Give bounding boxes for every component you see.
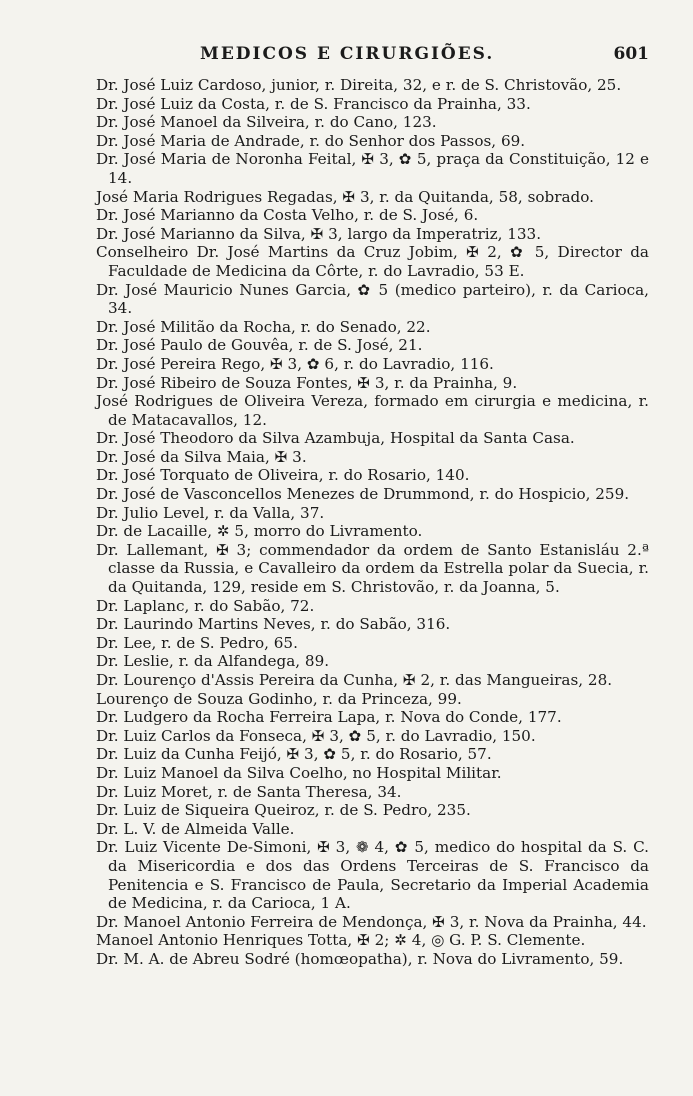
directory-entry: Dr. José Torquato de Oliveira, r. do Rosario, 140.: [96, 466, 470, 485]
directory-entry: Dr. Lee, r. de S. Pedro, 65.: [96, 633, 298, 652]
directory-entry: Dr. José Paulo de Gouvêa, r. de S. José, 21.: [96, 336, 423, 355]
directory-entry: Dr. José Luiz Cardoso, junior, r. Direita, 32, e r. de S. Christovão, 25.: [96, 76, 622, 94]
directory-entry: Dr. Laplanc, r. do Sabão, 72.: [96, 596, 315, 615]
directory-entry: Dr. José Manoel da Silveira, r. do Cano, 123.: [96, 113, 437, 132]
directory-entry: Dr. José Ribeiro de Souza Fontes, ✠ 3, r. da Prainha, 9.: [96, 373, 518, 392]
directory-entries: [96, 76, 649, 969]
page-number: 601: [613, 44, 649, 64]
directory-entry: Dr. José Theodoro da Silva Azambuja, Hospital da Santa Casa.: [96, 429, 575, 448]
directory-entry: Conselheiro Dr. José Martins da Cruz Jobim, ✠ 2, ✿ 5, Director da Faculdade de Medicina da Côrte, r. do Lavradio, 53 E.: [96, 243, 649, 280]
directory-entry: Dr. José Mauricio Nunes Garcia, ✿ 5 (medico parteiro), r. da Carioca, 34.: [96, 280, 649, 318]
directory-entry: Dr. Ludgero da Rocha Ferreira Lapa, r. Nova do Conde, 177.: [96, 708, 562, 727]
running-title: MEDICOS E CIRURGIÕES.: [200, 44, 495, 64]
directory-entry: Dr. José Marianno da Silva, ✠ 3, largo da Imperatriz, 133.: [96, 224, 542, 243]
directory-entry: Dr. Luiz Vicente De-Simoni, ✠ 3, ❁ 4, ✿ 5, medico do hospital da S. C. da Misericordia e dos das Ordens Terceiras de S. Francisco da Penitencia e S. Francisco de Paula, Secretario da Imperial Academia de Medicina, r. da Carioca, 1 A.: [96, 838, 649, 913]
directory-entry: Dr. Luiz Manoel da Silva Coelho, no Hospital Militar.: [96, 763, 502, 782]
directory-entry: Dr. Manoel Antonio Ferreira de Mendonça, ✠ 3, r. Nova da Prainha, 44.: [96, 912, 647, 931]
directory-entry: Dr. de Lacaille, ✲ 5, morro do Livramento.: [96, 522, 423, 541]
directory-entry: Dr. José Marianno da Costa Velho, r. de S. José, 6.: [96, 206, 479, 225]
page-header: [96, 44, 649, 72]
directory-entry: Dr. José de Vasconcellos Menezes de Drummond, r. do Hospicio, 259.: [96, 485, 630, 504]
directory-entry: Dr. José Pereira Rego, ✠ 3, ✿ 6, r. do Lavradio, 116.: [96, 354, 494, 373]
directory-entry: Dr. José Maria de Noronha Feital, ✠ 3, ✿ 5, praça da Constituição, 12 e 14.: [96, 150, 649, 187]
directory-entry: Dr. Lourenço d'Assis Pereira da Cunha, ✠ 2, r. das Mangueiras, 28.: [96, 671, 613, 689]
directory-entry: Dr. Leslie, r. da Alfandega, 89.: [96, 652, 330, 671]
directory-entry: Dr. José Luiz da Costa, r. de S. Francisco da Prainha, 33.: [96, 94, 531, 113]
directory-entry: Dr. Laurindo Martins Neves, r. do Sabão, 316.: [96, 615, 451, 634]
directory-entry: Dr. Luiz da Cunha Feijó, ✠ 3, ✿ 5, r. do Rosario, 57.: [96, 745, 492, 764]
directory-entry: Dr. José da Silva Maia, ✠ 3.: [96, 447, 307, 466]
directory-entry: Dr. L. V. de Almeida Valle.: [96, 819, 295, 838]
directory-entry: José Maria Rodrigues Regadas, ✠ 3, r. da Quitanda, 58, sobrado.: [96, 187, 594, 206]
directory-entry: Dr. José Militão da Rocha, r. do Senado, 22.: [96, 317, 431, 336]
directory-entry: Dr. M. A. de Abreu Sodré (homœopatha), r. Nova do Livramento, 59.: [96, 949, 624, 968]
directory-entry: Dr. Luiz de Siqueira Queiroz, r. de S. Pedro, 235.: [96, 801, 471, 820]
directory-entry: Dr. Luiz Moret, r. de Santa Theresa, 34.: [96, 782, 402, 801]
directory-entry: Dr. José Maria de Andrade, r. do Senhor dos Passos, 69.: [96, 131, 526, 150]
directory-entry: Lourenço de Souza Godinho, r. da Princeza, 99.: [96, 689, 462, 708]
directory-entry: Dr. Lallemant, ✠ 3; commendador da ordem de Santo Estanisláu 2.ª classe da Russia, e Cavalleiro da ordem da Estrella polar da Suecia, r. da Quitanda, 129, reside em S. Christovão, r. da Joanna, 5.: [96, 540, 649, 597]
directory-entry: Dr. Julio Level, r. da Valla, 37.: [96, 503, 325, 522]
directory-entry: Manoel Antonio Henriques Totta, ✠ 2; ✲ 4, ◎ G. P. S. Clemente.: [96, 931, 586, 950]
directory-entry: Dr. Luiz Carlos da Fonseca, ✠ 3, ✿ 5, r. do Lavradio, 150.: [96, 726, 536, 745]
directory-entry: José Rodrigues de Oliveira Vereza, formado em cirurgia e medicina, r. de Matacavallos, 12.: [96, 392, 649, 429]
